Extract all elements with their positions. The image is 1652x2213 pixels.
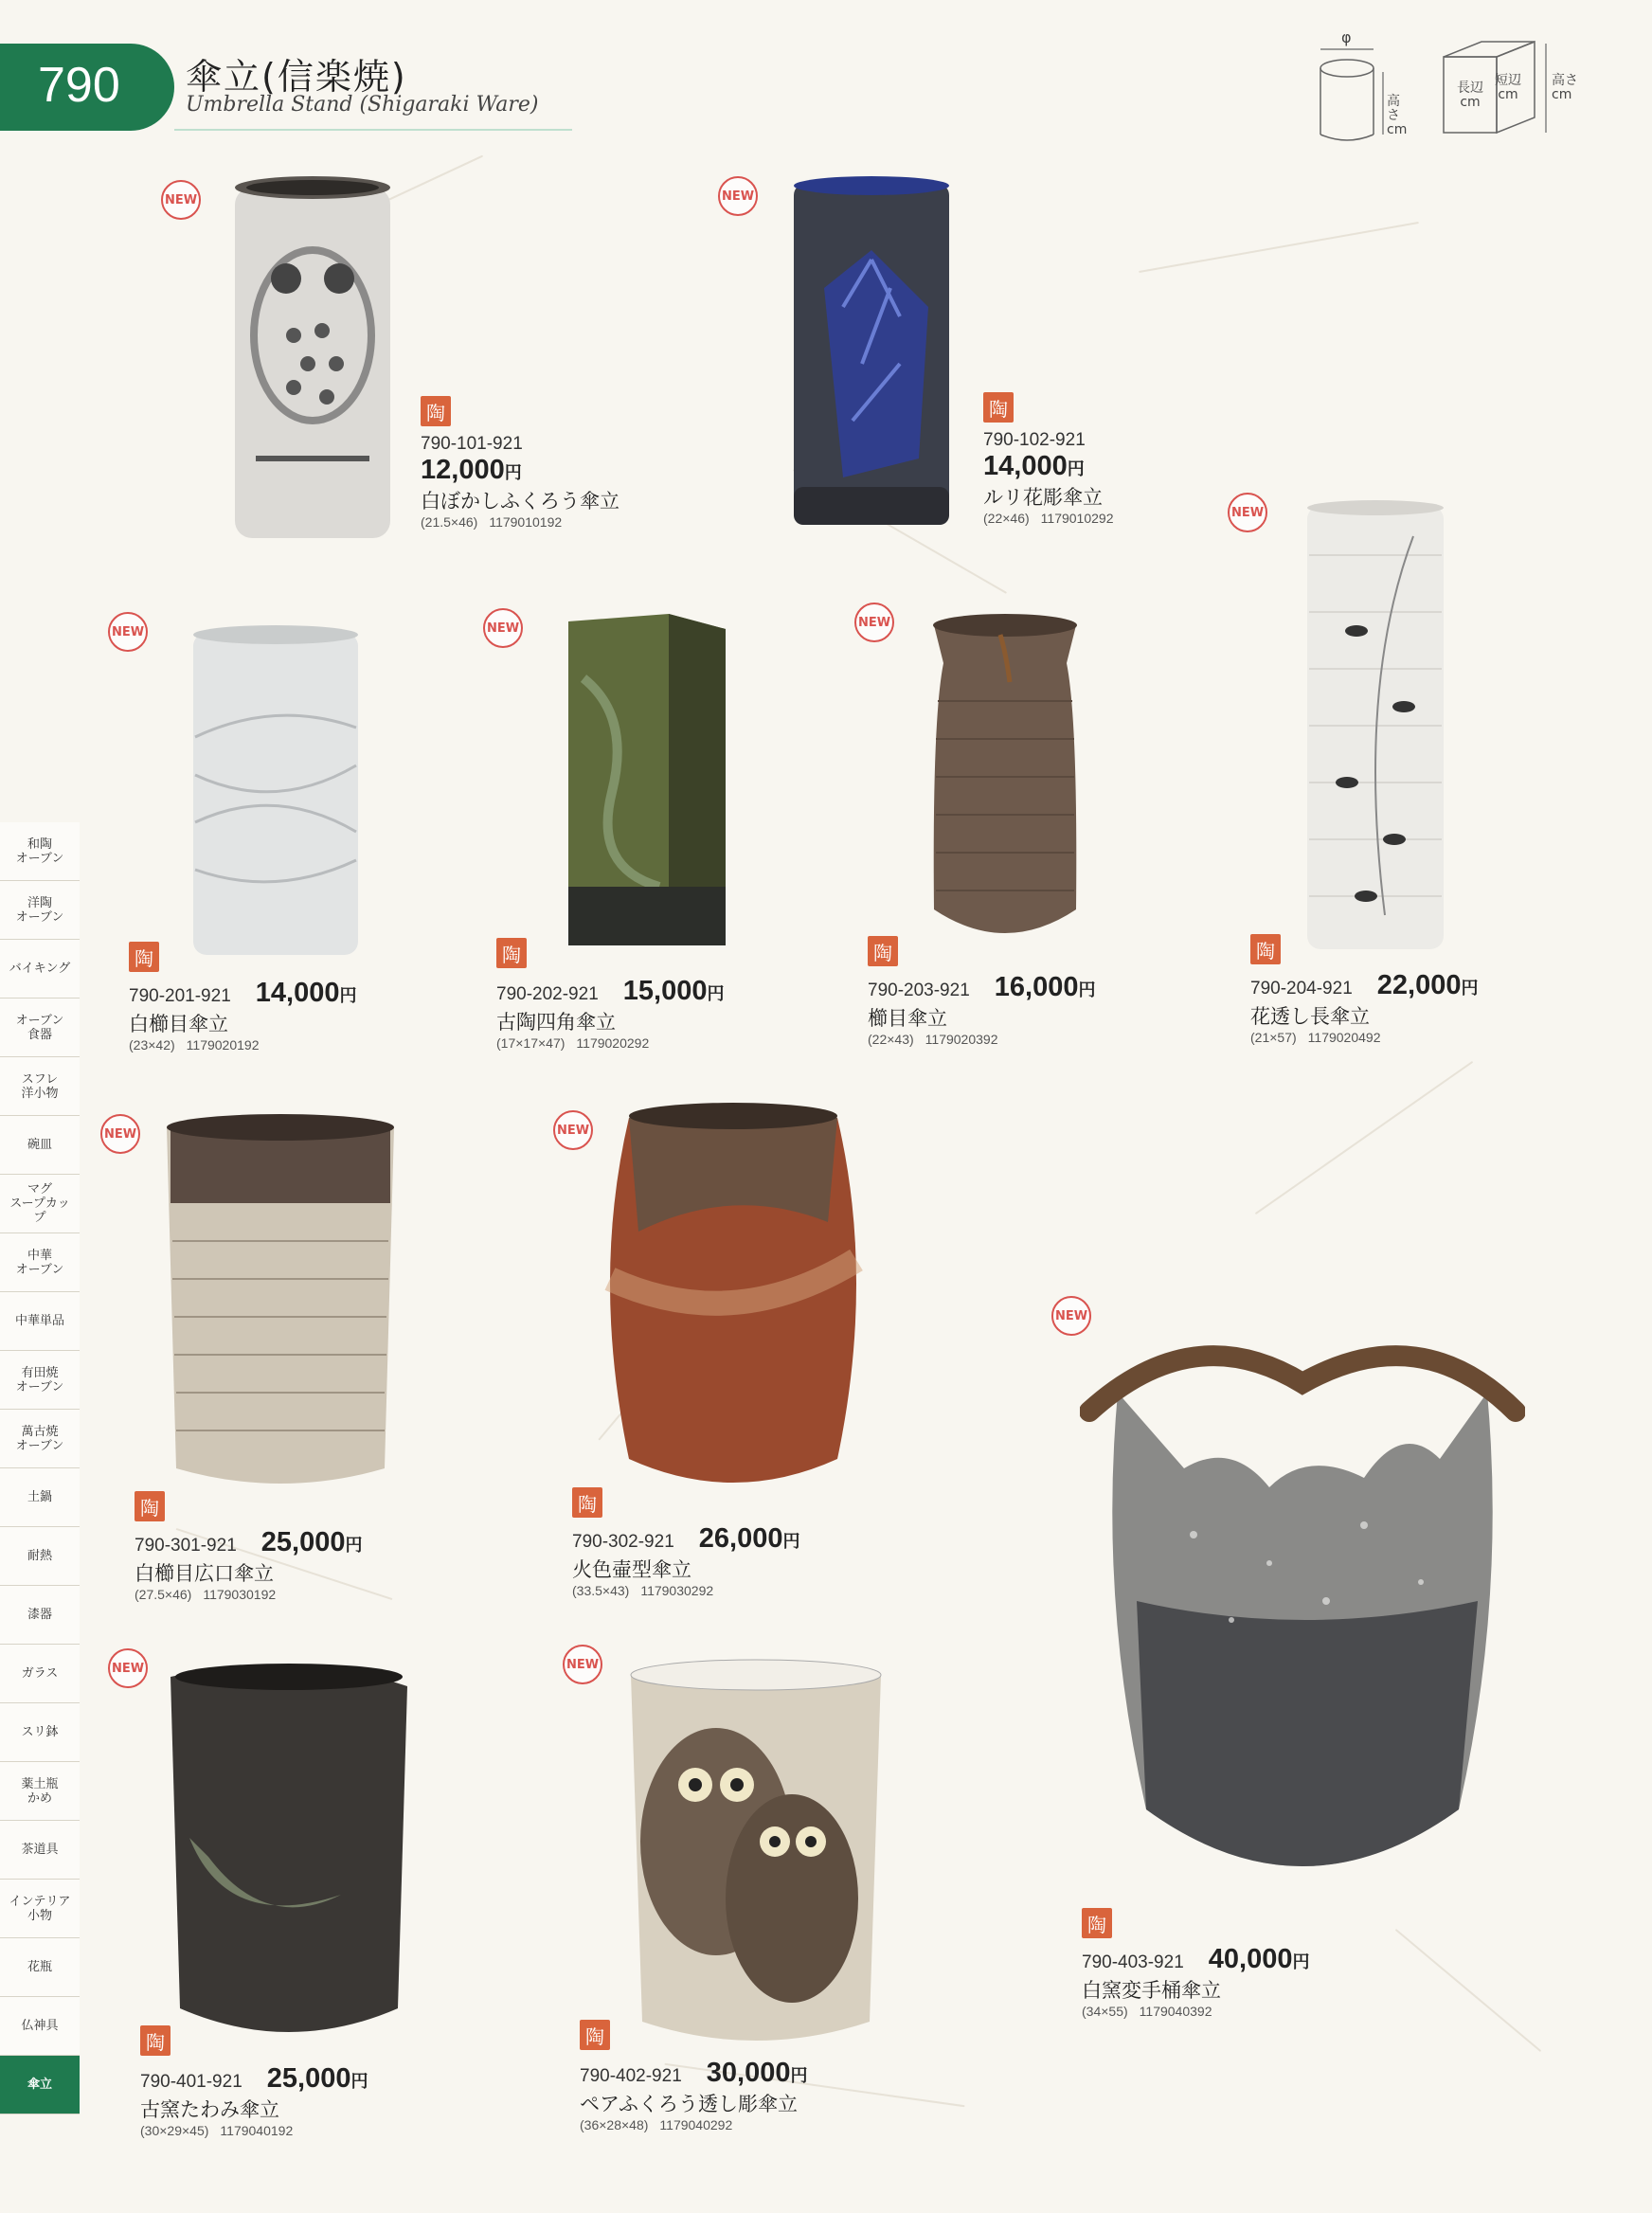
product-price: 25,000円 xyxy=(266,2063,368,2094)
product-name: 白櫛目傘立 xyxy=(129,1013,228,1035)
product-image-790-203 xyxy=(915,606,1095,957)
product-code: 790-403-921 xyxy=(1082,1952,1184,1972)
material-tag: 陶 xyxy=(135,1491,165,1521)
category-side-index xyxy=(0,822,80,2114)
side-index-item[interactable]: スフレ 洋小物 xyxy=(0,1057,80,1116)
product-code: 790-203-921 xyxy=(868,981,970,1000)
product-meta: (23×42) 1179020192 xyxy=(129,1037,260,1053)
product-name: 白櫛目広口傘立 xyxy=(135,1562,274,1585)
product-image-790-204 xyxy=(1300,498,1451,953)
new-badge: NEW xyxy=(1228,493,1267,532)
product-code: 790-302-921 xyxy=(572,1532,674,1552)
product-meta: (22×43) 1179020392 xyxy=(868,1032,998,1047)
product-card-790-302 xyxy=(572,1523,799,1598)
side-index-item[interactable]: 傘立 xyxy=(0,2056,80,2114)
product-card-790-102 xyxy=(983,430,1113,526)
height-label: 高さ cm xyxy=(1387,94,1408,137)
side-index-item[interactable]: 土鍋 xyxy=(0,1468,80,1527)
side-index-item[interactable]: 仏神具 xyxy=(0,1997,80,2056)
product-name: 白ぼかしふくろう傘立 xyxy=(421,490,620,513)
product-image-790-403 xyxy=(1080,1317,1525,1923)
product-meta: (27.5×46) 1179030192 xyxy=(135,1587,277,1602)
product-meta: (22×46) 1179010292 xyxy=(983,511,1114,526)
page-title: 傘立(信楽焼) xyxy=(186,56,407,98)
side-index-item[interactable]: 耐熱 xyxy=(0,1527,80,1586)
product-meta: (21.5×46) 1179010192 xyxy=(421,514,563,530)
material-tag: 陶 xyxy=(868,936,898,966)
page-subtitle: Umbrella Stand (Shigaraki Ware) xyxy=(186,93,539,117)
product-card-790-401 xyxy=(140,2063,368,2138)
side-index-item[interactable]: 中華単品 xyxy=(0,1292,80,1351)
product-price: 30,000円 xyxy=(706,2058,808,2088)
material-tag: 陶 xyxy=(129,942,159,972)
diameter-symbol: φ xyxy=(1341,28,1352,46)
product-meta: (17×17×47) 1179020292 xyxy=(496,1035,650,1051)
short-side-label: 短辺 cm xyxy=(1495,73,1521,102)
new-badge: NEW xyxy=(108,612,148,652)
product-name: ペアふくろう透し彫傘立 xyxy=(580,2093,798,2115)
side-index-item[interactable]: 漆器 xyxy=(0,1586,80,1645)
product-card-790-204 xyxy=(1250,970,1478,1045)
side-index-item[interactable]: 萬古焼 オーブン xyxy=(0,1410,80,1468)
material-tag: 陶 xyxy=(1250,934,1281,964)
side-index-item[interactable]: ガラス xyxy=(0,1645,80,1703)
product-meta: (30×29×45) 1179040192 xyxy=(140,2123,294,2138)
side-index-item[interactable]: スリ鉢 xyxy=(0,1703,80,1762)
product-price: 14,000円 xyxy=(983,451,1085,481)
product-code: 790-402-921 xyxy=(580,2066,682,2086)
product-meta: (36×28×48) 1179040292 xyxy=(580,2117,733,2132)
side-index-item[interactable]: マグ スープカップ xyxy=(0,1175,80,1233)
product-image-790-401 xyxy=(152,1648,426,2056)
product-code: 790-201-921 xyxy=(129,986,231,1006)
new-badge: NEW xyxy=(1051,1296,1091,1336)
product-code: 790-101-921 xyxy=(421,434,523,454)
product-image-790-101 xyxy=(227,174,398,544)
new-badge: NEW xyxy=(108,1648,148,1688)
material-tag: 陶 xyxy=(983,392,1014,423)
product-image-790-201 xyxy=(186,623,366,964)
side-index-item[interactable]: 和陶 オーブン xyxy=(0,822,80,881)
new-badge: NEW xyxy=(553,1110,593,1150)
product-code: 790-202-921 xyxy=(496,984,599,1004)
product-image-790-301 xyxy=(157,1108,404,1506)
product-name: 古窯たわみ傘立 xyxy=(140,2098,279,2121)
product-meta: (33.5×43) 1179030292 xyxy=(572,1583,714,1598)
page-number: 790 xyxy=(38,58,120,113)
product-price: 25,000円 xyxy=(260,1527,363,1557)
side-index-item[interactable]: バイキング xyxy=(0,940,80,999)
product-price: 12,000円 xyxy=(421,455,522,485)
product-card-790-403 xyxy=(1082,1944,1309,2019)
new-badge: NEW xyxy=(563,1645,602,1684)
product-price: 40,000円 xyxy=(1208,1944,1310,1974)
side-index-item[interactable]: 有田焼 オーブン xyxy=(0,1351,80,1410)
new-badge: NEW xyxy=(483,608,523,648)
product-card-790-301 xyxy=(135,1527,362,1602)
product-card-790-402 xyxy=(580,2058,807,2132)
product-price: 26,000円 xyxy=(698,1523,800,1554)
product-code: 790-401-921 xyxy=(140,2072,242,2092)
product-name: 櫛目傘立 xyxy=(868,1007,947,1030)
side-index-item[interactable]: インテリア 小物 xyxy=(0,1880,80,1938)
product-name: 火色壷型傘立 xyxy=(572,1558,691,1581)
product-name: 古陶四角傘立 xyxy=(496,1011,616,1034)
side-index-item[interactable]: 茶道具 xyxy=(0,1821,80,1880)
cylinder-dimension-diagram xyxy=(1307,28,1411,152)
side-index-item[interactable]: 薬土瓶 かめ xyxy=(0,1762,80,1821)
material-tag: 陶 xyxy=(580,2020,610,2050)
product-meta: (21×57) 1179020492 xyxy=(1250,1030,1381,1045)
box-height-label: 高さ cm xyxy=(1552,73,1578,102)
box-dimension-diagram xyxy=(1440,28,1601,152)
product-card-790-203 xyxy=(868,972,1095,1047)
product-price: 16,000円 xyxy=(994,972,1096,1002)
header-rule xyxy=(174,129,572,131)
new-badge: NEW xyxy=(161,180,201,220)
product-image-790-202 xyxy=(555,603,745,953)
product-name: ルリ花彫傘立 xyxy=(983,486,1103,509)
product-meta: (34×55) 1179040392 xyxy=(1082,2004,1212,2019)
material-tag: 陶 xyxy=(140,2025,171,2056)
material-tag: 陶 xyxy=(496,938,527,968)
side-index-item[interactable]: 洋陶 オーブン xyxy=(0,881,80,940)
product-image-790-302 xyxy=(591,1089,875,1506)
product-price: 22,000円 xyxy=(1376,970,1479,1000)
new-badge: NEW xyxy=(718,176,758,216)
product-image-790-102 xyxy=(786,174,957,534)
long-side-label: 長辺 cm xyxy=(1457,81,1483,110)
product-name: 白窯変手桶傘立 xyxy=(1082,1979,1221,2002)
product-price: 14,000円 xyxy=(255,978,357,1008)
material-tag: 陶 xyxy=(572,1487,602,1518)
side-index-item[interactable]: 花瓶 xyxy=(0,1938,80,1997)
product-code: 790-204-921 xyxy=(1250,979,1353,999)
product-code: 790-102-921 xyxy=(983,430,1086,450)
side-index-item[interactable]: オーブン 食器 xyxy=(0,999,80,1057)
product-code: 790-301-921 xyxy=(135,1536,237,1556)
product-card-790-201 xyxy=(129,978,356,1053)
side-index-item[interactable]: 碗皿 xyxy=(0,1116,80,1175)
product-price: 15,000円 xyxy=(622,976,725,1006)
product-image-790-402 xyxy=(621,1652,890,2060)
new-badge: NEW xyxy=(854,603,894,642)
material-tag: 陶 xyxy=(1082,1908,1112,1938)
material-tag: 陶 xyxy=(421,396,451,426)
new-badge: NEW xyxy=(100,1114,140,1154)
product-name: 花透し長傘立 xyxy=(1250,1005,1370,1028)
product-card-790-101 xyxy=(421,434,620,530)
side-index-item[interactable]: 中華 オーブン xyxy=(0,1233,80,1292)
product-card-790-202 xyxy=(496,976,724,1051)
